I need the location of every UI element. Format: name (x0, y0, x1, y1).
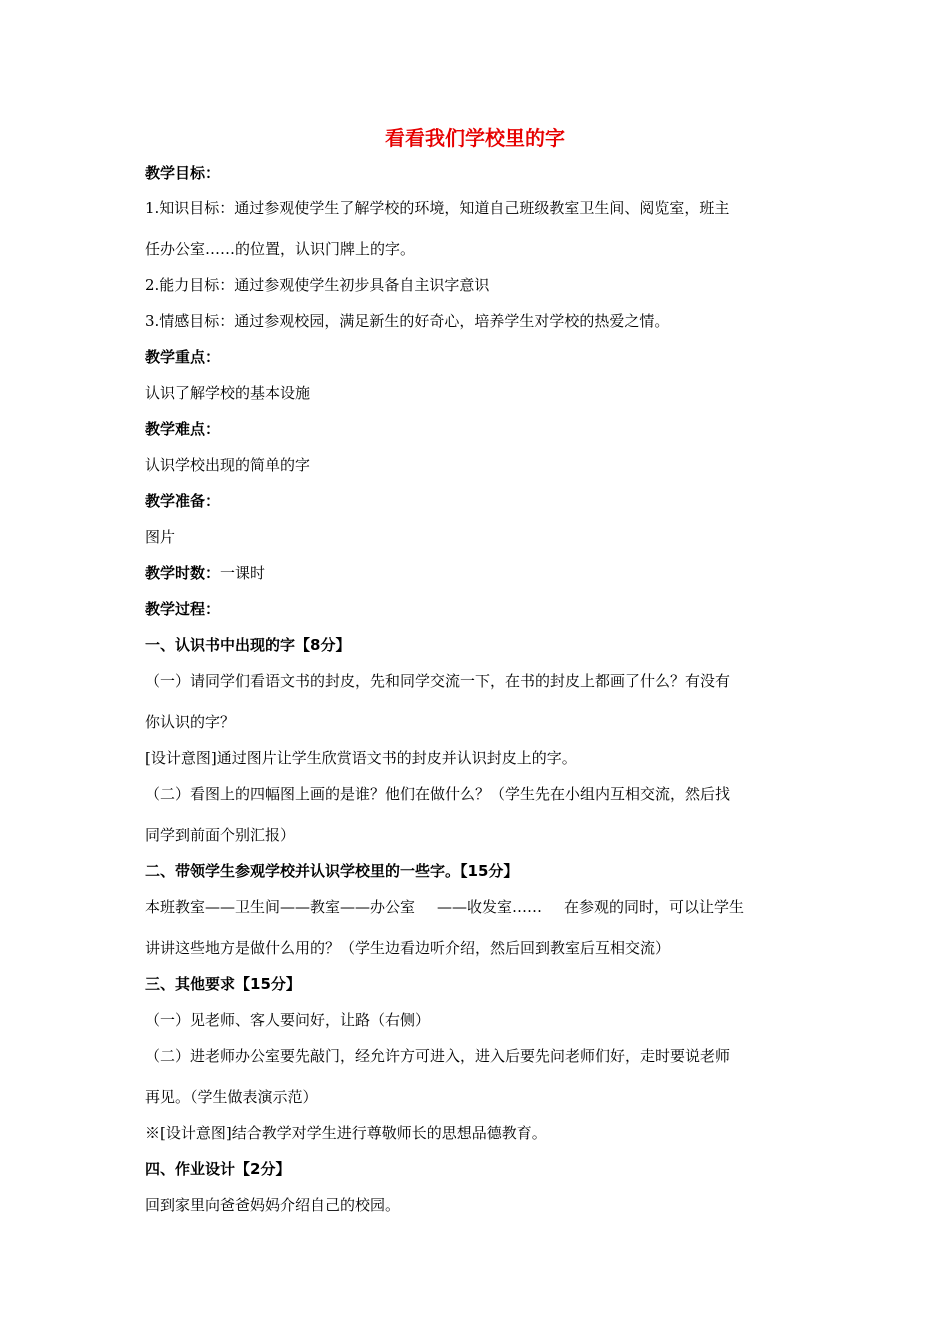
section2-line2: 讲讲这些地方是做什么用的？（学生边看边听介绍，然后回到教室后互相交流） (145, 939, 671, 957)
process-heading: 教学过程： (145, 600, 221, 618)
class-hours-value: 一课时 (220, 564, 266, 582)
section1-item1-line1: （一）请同学们看语文书的封皮，先和同学交流一下，在书的封皮上都画了什么？有没有 (145, 672, 731, 690)
goals-heading: 教学目标： (145, 164, 221, 182)
section1-item1-line2: 你认识的字？ (145, 713, 236, 731)
section2-heading: 二、带领学生参观学校并认识学校里的一些字。【15分】 (145, 862, 519, 880)
section3-design-note: ※[设计意图]结合教学对学生进行尊敬师长的思想品德教育。 (145, 1124, 547, 1142)
goal-emotion: 3.情感目标：通过参观校园，满足新生的好奇心，培养学生对学校的热爱之情。 (145, 312, 670, 330)
section4-text: 回到家里向爸爸妈妈介绍自己的校园。 (145, 1196, 401, 1214)
section1-item2-line2: 同学到前面个别汇报） (145, 826, 296, 844)
key-points-heading: 教学重点： (145, 348, 221, 366)
difficulty-heading: 教学难点： (145, 420, 221, 438)
difficulty-text: 认识学校出现的简单的字 (145, 456, 311, 474)
preparation-heading: 教学准备： (145, 492, 221, 510)
section3-item2-line1: （二）进老师办公室要先敲门，经允许方可进入，进入后要先问老师们好，走时要说老师 (145, 1047, 731, 1065)
section2-route-part1: 本班教室——卫生间——教室——办公室 (145, 898, 416, 916)
class-hours-heading: 教学时数： (145, 564, 221, 582)
section3-heading: 三、其他要求【15分】 (145, 975, 301, 993)
class-hours-line (145, 562, 815, 584)
section1-heading: 一、认识书中出现的字【8分】 (145, 636, 351, 654)
preparation-text: 图片 (145, 528, 176, 546)
section3-item1: （一）见老师、客人要问好，让路（右侧） (145, 1011, 431, 1029)
section1-item2-line1: （二）看图上的四幅图上画的是谁？他们在做什么？（学生先在小组内互相交流，然后找 (145, 785, 731, 803)
goal-knowledge-line2: 任办公室……的位置，认识门牌上的字。 (145, 240, 416, 258)
section2-route-part2: ——收发室…… (437, 898, 543, 916)
document-title: 看看我们学校里的字 (385, 126, 565, 150)
section1-design-note: [设计意图]通过图片让学生欣赏语文书的封皮并认识封皮上的字。 (145, 749, 577, 767)
section2-line1 (145, 896, 815, 918)
section4-heading: 四、作业设计【2分】 (145, 1160, 291, 1178)
goal-knowledge-line1: 1.知识目标：通过参观使学生了解学校的环境，知道自己班级教室卫生间、阅览室，班主 (145, 199, 730, 217)
goal-ability: 2.能力目标：通过参观使学生初步具备自主识字意识 (145, 276, 490, 294)
section2-route-part3: 在参观的同时，可以让学生 (564, 898, 745, 916)
section3-item2-line2: 再见。（学生做表演示范） (145, 1088, 318, 1106)
key-points-text: 认识了解学校的基本设施 (145, 384, 311, 402)
